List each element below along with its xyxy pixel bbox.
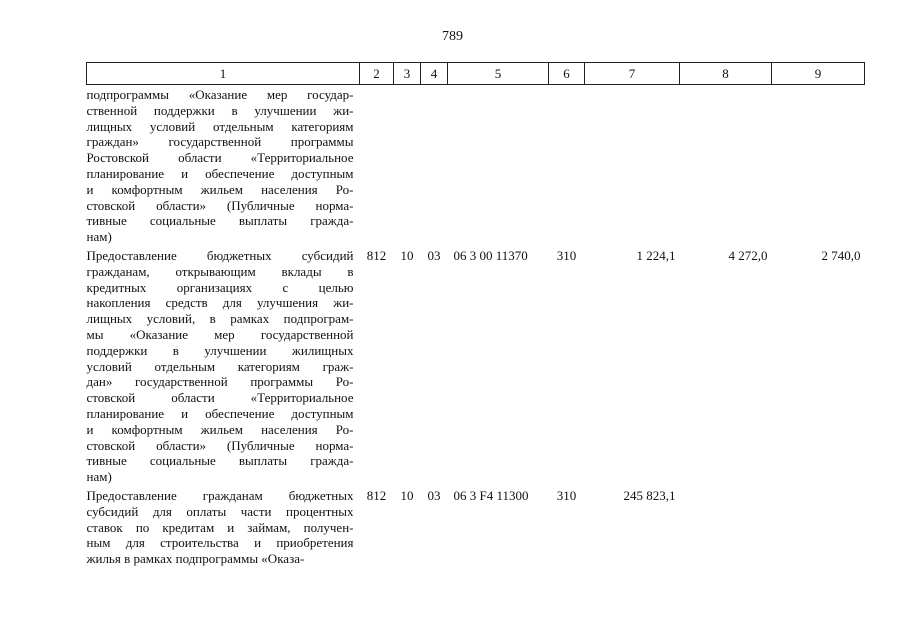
description-line: лищных условий отдельным категориям — [86, 118, 354, 134]
cell-c9: 2 740,0 — [821, 247, 861, 263]
description-line: субсидий для оплаты части процентных — [86, 503, 354, 519]
description-line: мы «Оказание мер государственной — [86, 326, 354, 342]
header-col-1: 1 — [87, 63, 360, 85]
cell-c9 — [772, 85, 865, 245]
cell-c5: 06 3 F4 11300 — [453, 487, 529, 503]
description-line: накопления средств для улучшения жи- — [86, 295, 354, 311]
description-line: тивные социальные выплаты гражда- — [86, 453, 354, 469]
cell-c2: 812 — [366, 247, 387, 263]
header-col-3: 3 — [394, 63, 421, 85]
cell-c8: 4 272,0 — [728, 247, 768, 263]
cell-c6: 310 — [556, 247, 577, 263]
cell-c9 — [772, 485, 865, 567]
description-line: и комфортным жильем населения Ро- — [86, 421, 354, 437]
cell-c7: 1 224,1 — [636, 247, 676, 263]
table-row — [87, 245, 865, 485]
description-line: ственной поддержки в улучшении жи- — [86, 102, 354, 118]
header-col-4: 4 — [421, 63, 448, 85]
description-line: стовской области» (Публичные норма- — [86, 437, 354, 453]
description-line: Предоставление гражданам бюджетных — [86, 487, 354, 503]
cell-c5: 06 3 00 11370 — [453, 247, 528, 263]
description-line: подпрограммы «Оказание мер государ- — [86, 87, 354, 102]
description-line: гражданам, открывающим вклады в — [86, 263, 354, 279]
table-row — [87, 485, 865, 567]
description-line: ным для строительства и приобретения — [86, 535, 354, 551]
description-line: планирование и обеспечение доступным — [86, 405, 354, 421]
cell-c7: 245 823,1 — [623, 487, 676, 503]
description-line: дан» государственной программы Ро- — [86, 374, 354, 390]
description-line: жилья в рамках подпрограммы «Оказа- — [86, 551, 305, 567]
row-description — [87, 485, 360, 567]
table-row — [87, 85, 865, 245]
header-col-6: 6 — [549, 63, 585, 85]
description-line: лищных условий, в рамках подпрограм- — [86, 311, 354, 327]
description-line: и комфортным жильем населения Ро- — [86, 181, 354, 197]
page-number: 789 — [442, 29, 463, 44]
description-line: Предоставление бюджетных субсидий — [86, 247, 354, 263]
description-line: планирование и обеспечение доступным — [86, 165, 354, 181]
description-line: нам) — [86, 229, 112, 245]
cell-c3 — [394, 85, 421, 245]
description-line: тивные социальные выплаты гражда- — [86, 213, 354, 229]
header-row — [87, 63, 865, 85]
description-line: ставок по кредитам и займам, получен- — [86, 519, 354, 535]
header-col-9: 9 — [772, 63, 865, 85]
cell-c8 — [680, 85, 772, 245]
cell-c3: 10 — [400, 247, 414, 263]
cell-c4: 03 — [427, 247, 441, 263]
cell-c8 — [680, 485, 772, 567]
cell-c6 — [549, 85, 585, 245]
cell-c2: 812 — [366, 487, 387, 503]
row-description — [87, 245, 360, 485]
description-line: поддержки в улучшении жилищных — [86, 342, 354, 358]
budget-table — [86, 62, 865, 567]
cell-c7 — [585, 85, 680, 245]
header-col-2: 2 — [360, 63, 394, 85]
cell-c4: 03 — [427, 487, 441, 503]
description-line: кредитных организациях с целью — [86, 279, 354, 295]
header-col-7: 7 — [585, 63, 680, 85]
header-col-5: 5 — [448, 63, 549, 85]
description-line: Ростовской области «Территориальное — [86, 150, 354, 166]
cell-c6: 310 — [556, 487, 577, 503]
row-description — [87, 85, 360, 245]
description-line: стовской области» (Публичные норма- — [86, 197, 354, 213]
description-line: стовской области «Территориальное — [86, 390, 354, 406]
cell-c2 — [360, 85, 394, 245]
description-line: граждан» государственной программы — [86, 134, 354, 150]
header-col-8: 8 — [680, 63, 772, 85]
description-line: условий отдельным категориям граж- — [86, 358, 354, 374]
description-line: нам) — [86, 469, 112, 485]
cell-c5 — [448, 85, 549, 245]
cell-c3: 10 — [400, 487, 414, 503]
cell-c4 — [421, 85, 448, 245]
